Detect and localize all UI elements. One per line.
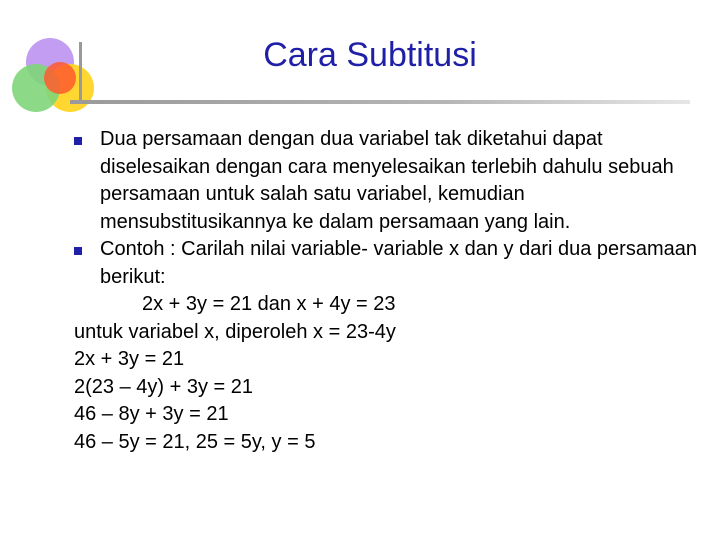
slide-title: Cara Subtitusi xyxy=(263,36,477,74)
header-horizontal-rule xyxy=(70,100,690,104)
bullet-text-1: Dua persamaan dengan dua variabel tak diketahui dapat diselesaikan dengan cara menyelesaikan terlebih dahulu sebuah persamaan untuk salah satu variabel, kemudian mensubstitusikannya ke dalam persamaan yang lain. xyxy=(100,128,674,233)
bullet-text-2: Contoh : Carilah nilai variable- variable x dan y dari dua persamaan berikut: xyxy=(100,238,697,288)
header-vertical-rule xyxy=(79,42,82,104)
square-bullet-icon xyxy=(74,247,82,255)
square-bullet-icon xyxy=(74,137,82,145)
step-line-1: untuk variabel x, diperoleh x = 23-4y xyxy=(74,320,396,343)
bullet-item-1 xyxy=(74,126,714,236)
step-line-2: 2x + 3y = 21 xyxy=(74,348,185,370)
equation-line: 2x + 3y = 21 dan x + 4y = 23 xyxy=(142,293,396,315)
step-line-5: 46 – 5y = 21, 25 = 5y, y = 5 xyxy=(74,430,316,453)
bullet-item-2 xyxy=(74,236,714,291)
step-line-4: 46 – 8y + 3y = 21 xyxy=(74,403,229,425)
step-line-3: 2(23 – 4y) + 3y = 21 xyxy=(74,375,254,398)
slide-body xyxy=(74,126,714,456)
